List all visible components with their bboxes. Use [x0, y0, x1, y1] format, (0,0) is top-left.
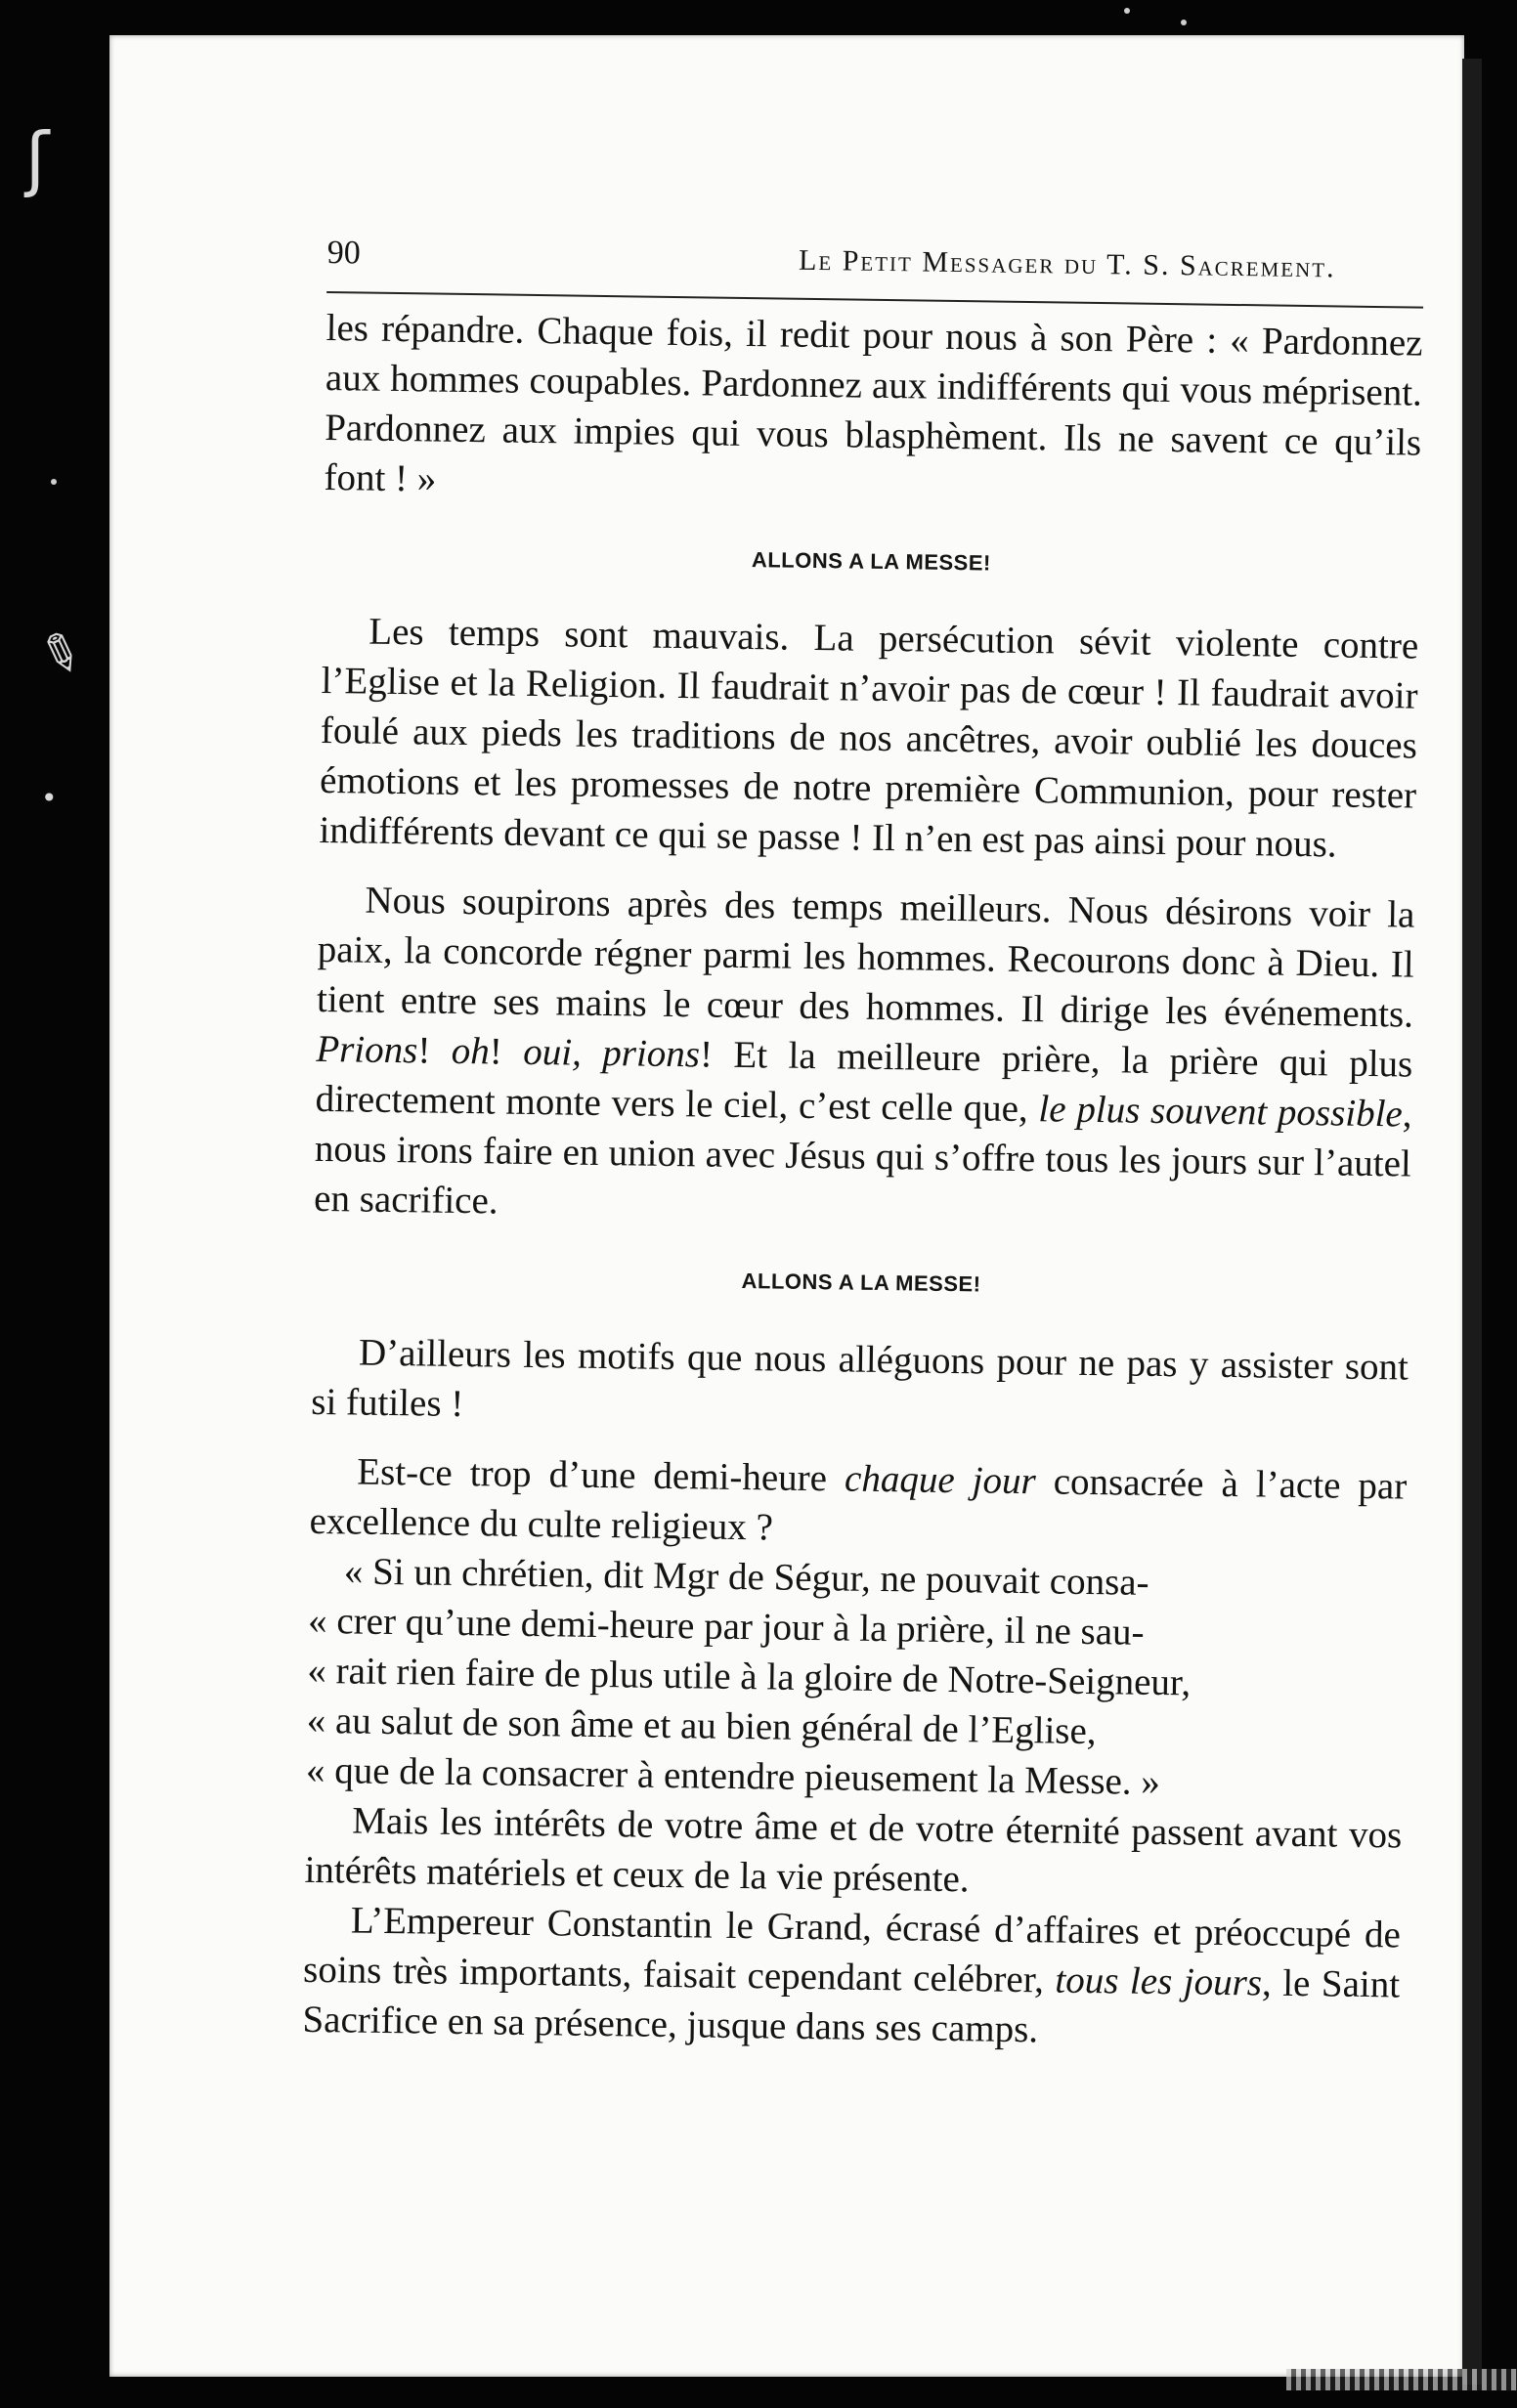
italic-text: chaque jour [844, 1457, 1037, 1503]
margin-mark: ʃ [25, 117, 50, 199]
page-number: 90 [326, 235, 361, 272]
text-run: L’Empereur Constantin le Grand, écrasé d’affaires et préoccupé de soins très importants, faisait cependant celébrer, [302, 1899, 1402, 2001]
paragraph [314, 875, 1415, 1239]
quote-line: « que de la consacrer à entendre pieusement la Messe. » [305, 1748, 1161, 1804]
dust-speck [1124, 8, 1130, 14]
quote-line: « au salut de son âme et au bien général de l’Eglise, [306, 1698, 1097, 1753]
italic-text: Prions [316, 1027, 418, 1072]
text-run: , nous irons faire en union avec Jésus qui s’offre tous les jours sur l’autel en sacrifice. [313, 1093, 1412, 1223]
section-heading: ALLONS A LA MESSE! [741, 1268, 981, 1297]
text-run: Nous soupirons après des temps meilleurs. Nous désirons voir la paix, la concorde régner parmi les hommes. Recourons donc à Dieu. Il tient entre ses mains le cœur des hommes. Il dirige les événements. [316, 879, 1415, 1036]
paragraph [309, 1446, 1407, 1562]
quote-line: « Si un chrétien, dit Mgr de Ségur, ne pouvait consa- [343, 1550, 1149, 1604]
paragraph-continued: les répandre. Chaque fois, il redit pour nous à son Père : « Pardonnez aux hommes coupables. Pardonnez aux indifférents qui vous méprisent. Pardonnez aux impies qui vous blasphèment. Ils ne savent ce qu’ils font ! » [324, 306, 1423, 500]
section-heading: ALLONS A LA MESSE! [751, 547, 991, 576]
quote-line: « crer qu’une demi-heure par jour à la prière, il ne sau- [307, 1599, 1145, 1654]
italic-text: oui, prions [522, 1030, 701, 1076]
text-run: ! [417, 1029, 431, 1072]
italic-text: tous les jours [1055, 1958, 1263, 2004]
dust-speck [1181, 20, 1187, 25]
italic-text: oh [451, 1029, 491, 1073]
page-edge-shadow [1462, 59, 1482, 2385]
running-title: Le Petit Messager du T. S. Sacrement. [798, 243, 1336, 284]
text-run: , le Saint Sacrifice en sa présence, jusque dans ses camps. [302, 1961, 1401, 2051]
text-run: Est-ce trop d’une demi-heure [357, 1450, 828, 1500]
margin-mark: ✎ [30, 620, 91, 690]
paragraph: Mais les intérêts de votre âme et de votre éternité passent avant vos intérêts matériels et ceux de la vie présente. [304, 1799, 1403, 1901]
page-content [302, 235, 1424, 2059]
text-run: ! Et la meilleure prière, la prière qui plus directement monte vers le ciel, c’est celle que, [315, 1033, 1413, 1131]
paragraph: D’ailleurs les motifs que nous alléguons pour ne pas y assister sont si futiles ! [311, 1331, 1409, 1426]
margin-mark: • [41, 782, 58, 814]
italic-text: le plus souvent possible [1038, 1088, 1404, 1136]
quote-line: « rait rien faire de plus utile à la gloire de Notre-Seigneur, [307, 1649, 1192, 1704]
dust-speck [51, 479, 57, 485]
text-run: ! [489, 1030, 503, 1073]
text-run: consacrée à l’acte par excellence du culte religieux ? [309, 1460, 1408, 1549]
paragraph [302, 1895, 1401, 2060]
paragraph: Les temps sont mauvais. La persécution sévit violente contre l’Eglise et la Religion. Il faudrait n’avoir pas de cœur ! Il faudrait avoir foulé aux pieds les traditions de nos ancêtres, avoir oublié les douces émotions et les promesses de notre première Communion, pour rester indifférents devant ce qui se passe ! Il n’en est pas ainsi pour nous. [319, 610, 1419, 866]
scan-edge-strip [1286, 2369, 1517, 2390]
